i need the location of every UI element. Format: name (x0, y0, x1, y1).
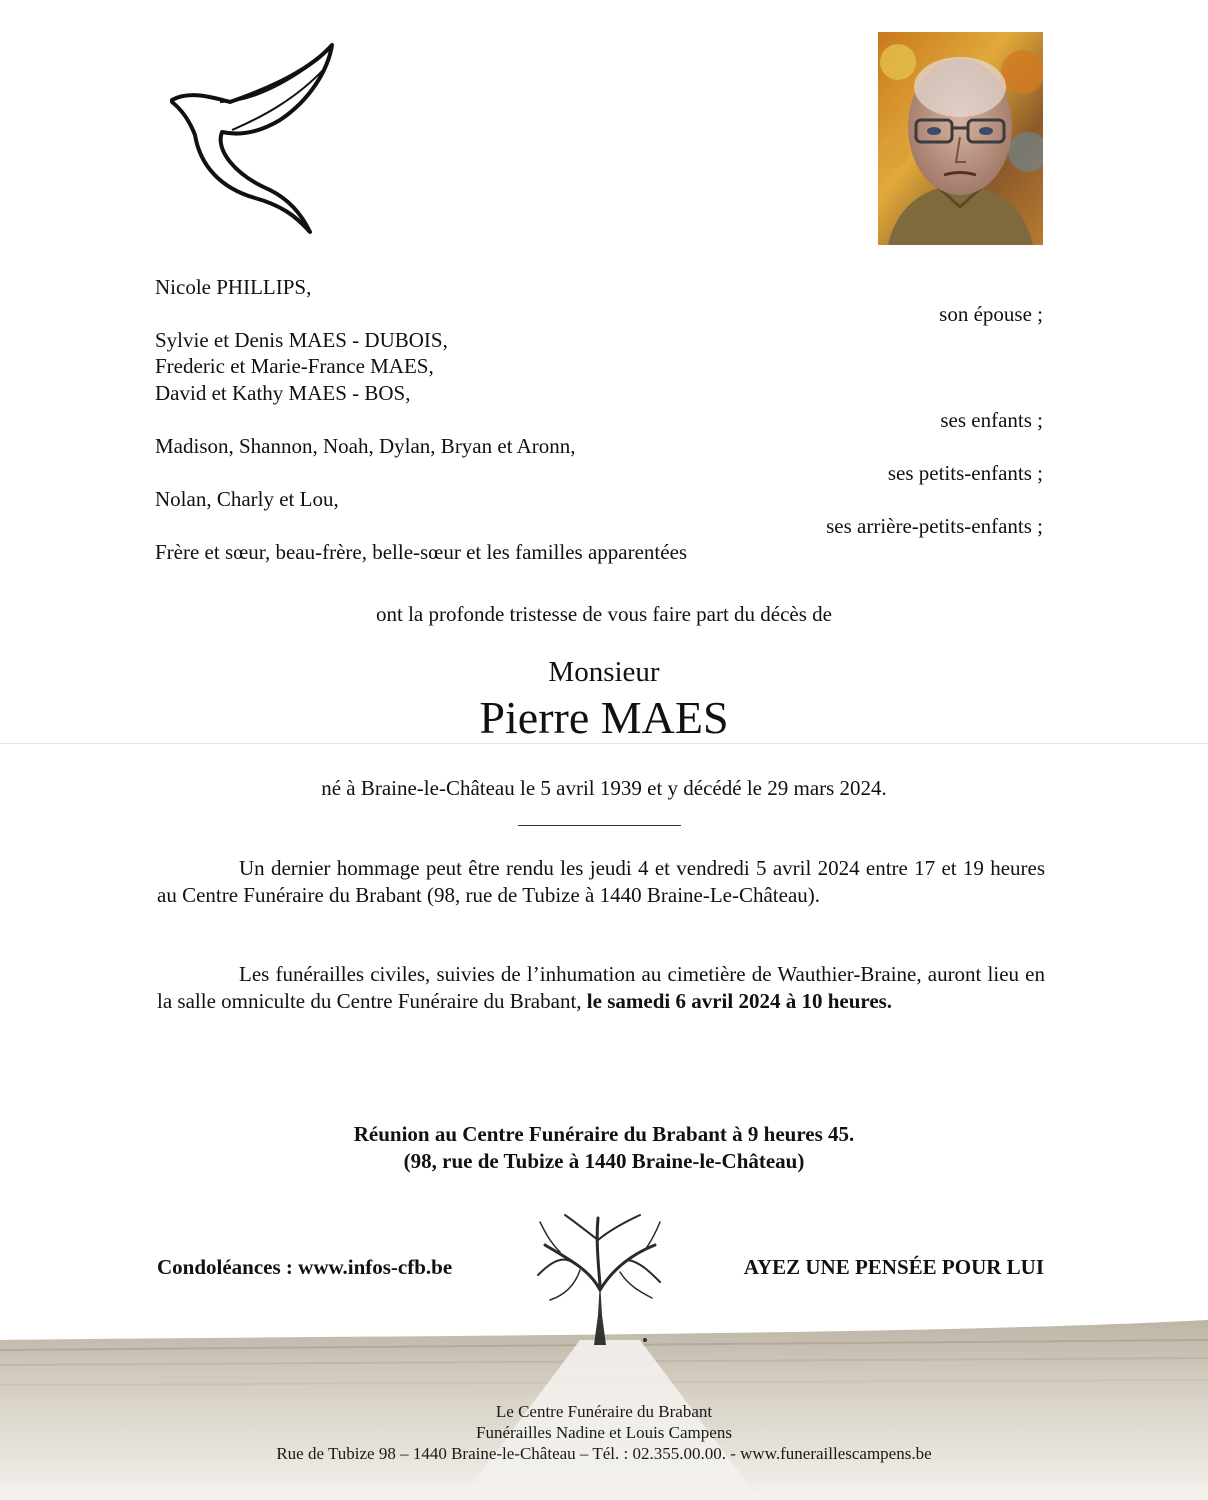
thought-motto: AYEZ UNE PENSÉE POUR LUI (743, 1255, 1044, 1279)
funeral-paragraph (157, 961, 1045, 1014)
deceased-name: Pierre MAES (479, 692, 729, 743)
children-relation: ses enfants ; (940, 408, 1043, 432)
fold-line (0, 743, 1208, 744)
grandchildren-names: Madison, Shannon, Noah, Dylan, Bryan et Aronn, (155, 434, 576, 458)
footer-line-2: Funérailles Nadine et Louis Campens (476, 1423, 732, 1442)
footer-line-1: Le Centre Funéraire du Brabant (495, 1402, 713, 1421)
children-line-3: David et Kathy MAES - BOS, (155, 381, 411, 405)
birth-death-line: né à Braine-le-Château le 5 avril 1939 et y décédé le 29 mars 2024. (321, 776, 887, 800)
spouse-relation: son épouse ; (939, 302, 1043, 326)
hommage-paragraph (157, 855, 1045, 908)
footer-line-3: Rue de Tubize 98 – 1440 Braine-le-Château – Tél. : 02.355.00.00. - www.funeraillescampens.be (276, 1444, 932, 1463)
hommage-text: Un dernier hommage peut être rendu les jeudi 4 et vendredi 5 avril 2024 entre 17 et 19 heures au Centre Funéraire du Brabant (98, rue de Tubize à 1440 Braine-Le-Château). (157, 856, 1045, 907)
children-line-1: Sylvie et Denis MAES - DUBOIS, (155, 328, 448, 352)
meeting-line-2: (98, rue de Tubize à 1440 Braine-le-Château) (403, 1149, 805, 1173)
other-family: Frère et sœur, beau-frère, belle-sœur et les familles apparentées (155, 540, 688, 564)
separator-line (518, 825, 681, 826)
condolences-website: Condoléances : www.infos-cfb.be (157, 1255, 453, 1279)
children-line-2: Frederic et Marie-France MAES, (155, 354, 434, 378)
funeral-text: Les funérailles civiles, suivies de l’inhumation au cimetière de Wauthier-Braine, auront lieu en la salle omniculte du Centre Funéraire du Brabant, (157, 962, 1045, 1013)
dove-icon (160, 40, 345, 235)
deceased-title: Monsieur (548, 656, 660, 688)
funeral-date: le samedi 6 avril 2024 à 10 heures. (586, 988, 893, 1013)
funeral-home-footer (0, 1401, 1208, 1464)
great-grandchildren-names: Nolan, Charly et Lou, (155, 487, 339, 511)
announcement-intro: ont la profonde tristesse de vous faire part du décès de (375, 602, 832, 626)
grandchildren-relation: ses petits-enfants ; (887, 461, 1043, 485)
spouse-name: Nicole PHILLIPS, (155, 275, 312, 299)
great-grandchildren-relation: ses arrière-petits-enfants ; (826, 514, 1043, 538)
meeting-line-1: Réunion au Centre Funéraire du Brabant à 9 heures 45. (353, 1122, 855, 1146)
portrait-photo (878, 32, 1043, 245)
meeting-info (0, 1121, 1208, 1175)
